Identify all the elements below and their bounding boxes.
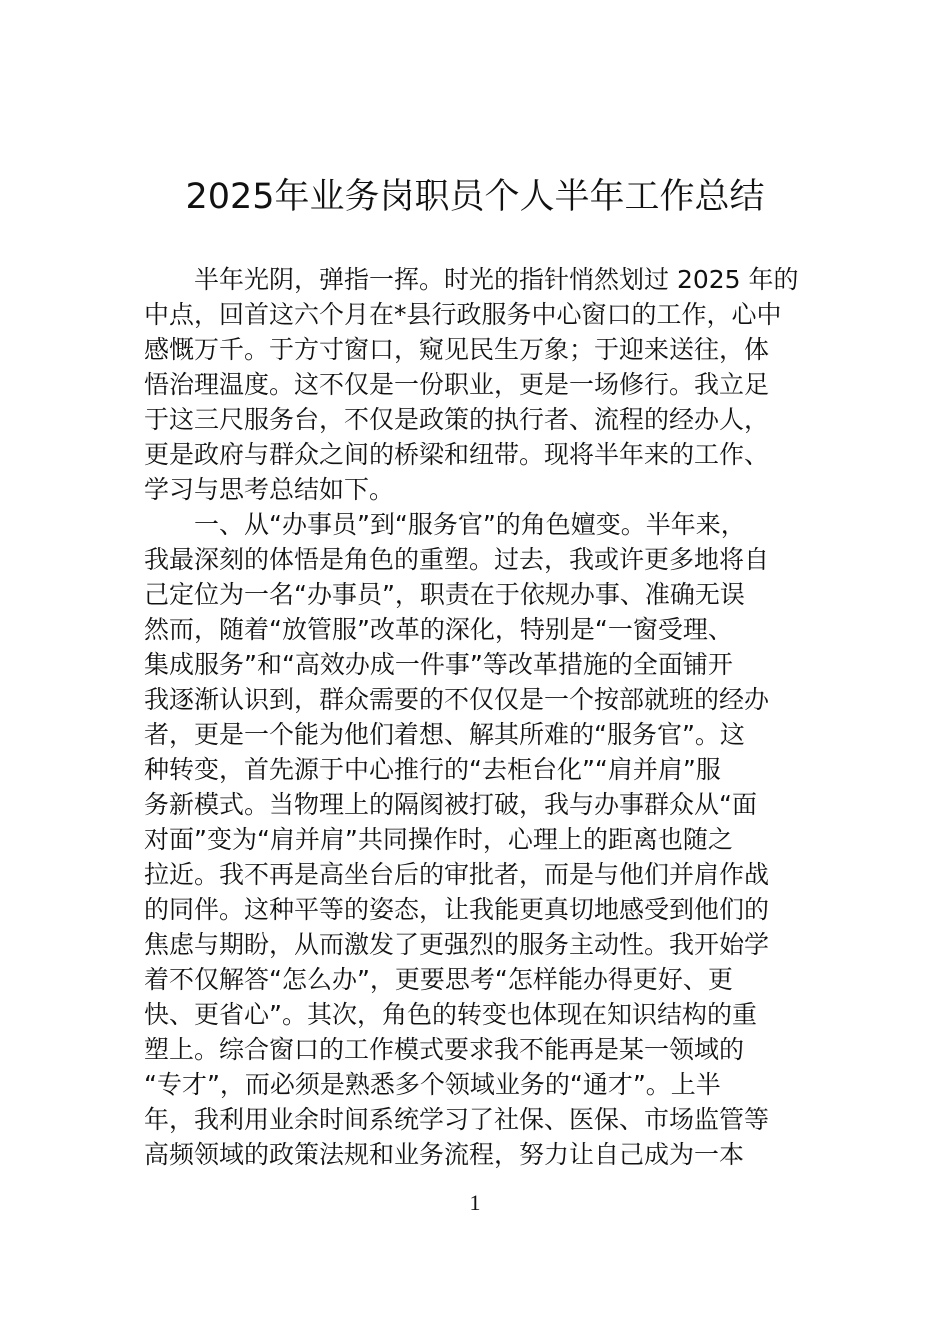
document-body	[144, 262, 808, 1172]
paragraph-line: 于这三尺服务台，不仅是政策的执行者、流程的经办人，	[144, 405, 770, 434]
paragraph-line: 悟治理温度。这不仅是一份职业，更是一场修行。我立足	[144, 370, 770, 399]
paragraph-line: 学习与思考总结如下。	[144, 475, 395, 504]
paragraph-line: 感慨万千。于方寸窗口，窥见民生万象；于迎来送往，体	[144, 335, 770, 364]
paragraph-line: 更是政府与群众之间的桥梁和纽带。现将半年来的工作、	[144, 440, 770, 469]
paragraph-line: 拉近。我不再是高坐台后的审批者，而是与他们并肩作战	[144, 860, 770, 889]
paragraph-line: “专才”，而必须是熟悉多个领域业务的“通才”。上半	[144, 1070, 721, 1099]
paragraph-line: 焦虑与期盼，从而激发了更强烈的服务主动性。我开始学	[144, 930, 770, 959]
paragraph-line: 中点，回首这六个月在*县行政服务中心窗口的工作，心中	[144, 300, 782, 329]
paragraph-line: 一、从“办事员”到“服务官”的角色嬗变。半年来，	[194, 510, 746, 539]
paragraph-line: 着不仅解答“怎么办”，更要思考“怎样能办得更好、更	[144, 965, 733, 994]
paragraph-line: 己定位为一名“办事员”，职责在于依规办事、准确无误	[144, 580, 745, 609]
paragraph-line: 然而，随着“放管服”改革的深化，特别是“一窗受理、	[144, 615, 733, 644]
paragraph-line: 高频领域的政策法规和业务流程，努力让自己成为一本	[144, 1140, 745, 1169]
paragraph-line: 对面”变为“肩并肩”共同操作时，心理上的距离也随之	[144, 825, 733, 854]
paragraph-line: 种转变，首先源于中心推行的“去柜台化”“肩并肩”服	[144, 755, 721, 784]
paragraph-line: 我逐渐认识到，群众需要的不仅仅是一个按部就班的经办	[144, 685, 770, 714]
paragraph-line: 务新模式。当物理上的隔阂被打破，我与办事群众从“面	[144, 790, 757, 819]
paragraph-line: 集成服务”和“高效办成一件事”等改革措施的全面铺开	[144, 650, 733, 679]
page-number: 1	[469, 1190, 481, 1215]
paragraph-line: 年，我利用业余时间系统学习了社保、医保、市场监管等	[144, 1105, 770, 1134]
paragraph-line: 的同伴。这种平等的姿态，让我能更真切地感受到他们的	[144, 895, 770, 924]
paragraph-line: 塑上。综合窗口的工作模式要求我不能再是某一领域的	[144, 1035, 745, 1064]
paragraph-line: 我最深刻的体悟是角色的重塑。过去，我或许更多地将自	[144, 545, 770, 574]
document-title: 2025年业务岗职员个人半年工作总结	[185, 177, 765, 217]
paragraph-line: 者，更是一个能为他们着想、解其所难的“服务官”。这	[144, 720, 745, 749]
paragraph-line: 半年光阴，弹指一挥。时光的指针悄然划过 2025 年的	[194, 265, 799, 294]
paragraph-line: 快、更省心”。其次，角色的转变也体现在知识结构的重	[144, 1000, 757, 1029]
